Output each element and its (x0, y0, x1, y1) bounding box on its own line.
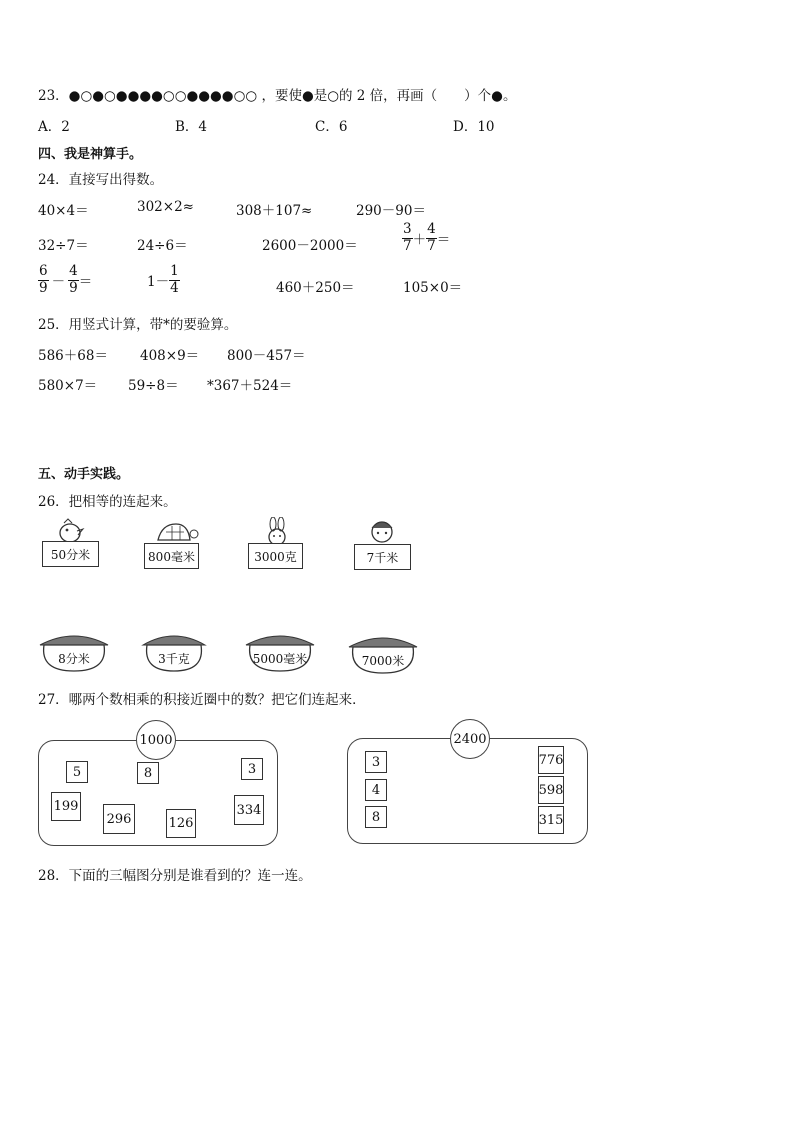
q23-option-b[interactable]: B．4 (175, 119, 208, 135)
q23-option-d[interactable]: D．10 (453, 119, 495, 135)
q24-r2-fraction-sum: $\frac{3}{7}$ ＋ $\frac{4}{7}$ ＝ (403, 221, 451, 254)
q24-r2-c: 2600－2000＝ (262, 238, 358, 254)
q23-option-c[interactable]: C．6 (315, 119, 348, 135)
q25-r2-c: *367＋524＝ (207, 378, 293, 394)
target-circle-1000[interactable]: 1000 (136, 720, 176, 760)
q24-r2-a: 32÷7＝ (38, 238, 89, 254)
number-box[interactable]: 199 (51, 792, 81, 821)
q24-title: 24．直接写出得数。 (38, 172, 164, 188)
house-label[interactable]: 3千克 (158, 652, 190, 666)
target-circle-2400[interactable]: 2400 (450, 719, 490, 759)
sign-board[interactable]: 3000克 (248, 543, 303, 569)
number-box[interactable]: 598 (538, 776, 564, 804)
number-box[interactable]: 776 (538, 746, 564, 774)
q24-r3-d: 105×0＝ (403, 280, 463, 296)
q24-r3-c: 460＋250＝ (276, 280, 355, 296)
number-box[interactable]: 3 (365, 751, 387, 773)
fraction: $\frac{3}{7}$ (403, 221, 412, 254)
q25-r1-c: 800－457＝ (227, 348, 306, 364)
q24-r3-one-minus: 1－ $\frac{1}{4}$ (147, 263, 179, 296)
house-label[interactable]: 7000米 (361, 654, 405, 668)
sign-board[interactable]: 800毫米 (144, 543, 199, 569)
girl-icon (366, 516, 398, 546)
q25-r2-b: 59÷8＝ (128, 378, 179, 394)
q24-r3-fraction-diff: $\frac{6}{9}$ － $\frac{4}{9}$ ＝ (39, 263, 93, 296)
sign-board[interactable]: 7千米 (354, 544, 411, 570)
q24-r2-b: 24÷6＝ (137, 238, 188, 254)
q28-title: 28．下面的三幅图分别是谁看到的？连一连。 (38, 868, 312, 884)
turtle-icon (150, 518, 200, 546)
house-label[interactable]: 5000毫米 (252, 652, 308, 666)
section4-title: 四、我是神算手。 (38, 147, 143, 162)
section5-title: 五、动手实践。 (38, 467, 130, 482)
q24-r1-d: 290－90＝ (356, 203, 426, 219)
q27-title: 27．哪两个数相乘的积接近圈中的数？把它们连起来． (38, 692, 366, 708)
number-box[interactable]: 8 (365, 806, 387, 828)
sign-board[interactable]: 50分米 (42, 541, 99, 567)
number-box[interactable]: 5 (66, 761, 88, 783)
q23-text: 23．●○●○●●●●○○●●●●○○ ，要使●是○的 2 倍，再画（ ）个●。 (38, 88, 517, 104)
fraction: $\frac{1}{4}$ (170, 263, 179, 296)
q24-r1-a: 40×4＝ (38, 203, 89, 219)
q24-r1-b: 302×2≈ (137, 199, 194, 215)
q25-r1-b: 408×9＝ (140, 348, 200, 364)
q25-r2-a: 580×7＝ (38, 378, 98, 394)
q26-title: 26．把相等的连起来。 (38, 494, 177, 510)
fraction: $\frac{6}{9}$ (39, 263, 48, 296)
number-box[interactable]: 3 (241, 758, 263, 780)
q25-title: 25．用竖式计算，带*的要验算。 (38, 317, 238, 333)
number-box[interactable]: 296 (103, 804, 135, 834)
number-box[interactable]: 315 (538, 806, 564, 834)
number-box[interactable]: 334 (234, 795, 264, 825)
q23-option-a[interactable]: A．2 (38, 119, 70, 135)
number-box[interactable]: 8 (137, 762, 159, 784)
number-box[interactable]: 126 (166, 809, 196, 838)
q25-r1-a: 586＋68＝ (38, 348, 108, 364)
fraction: $\frac{4}{9}$ (69, 263, 78, 296)
house-label[interactable]: 8分米 (58, 652, 90, 666)
number-box[interactable]: 4 (365, 779, 387, 801)
q24-r1-c: 308＋107≈ (236, 203, 313, 219)
fraction: $\frac{4}{7}$ (427, 221, 436, 254)
